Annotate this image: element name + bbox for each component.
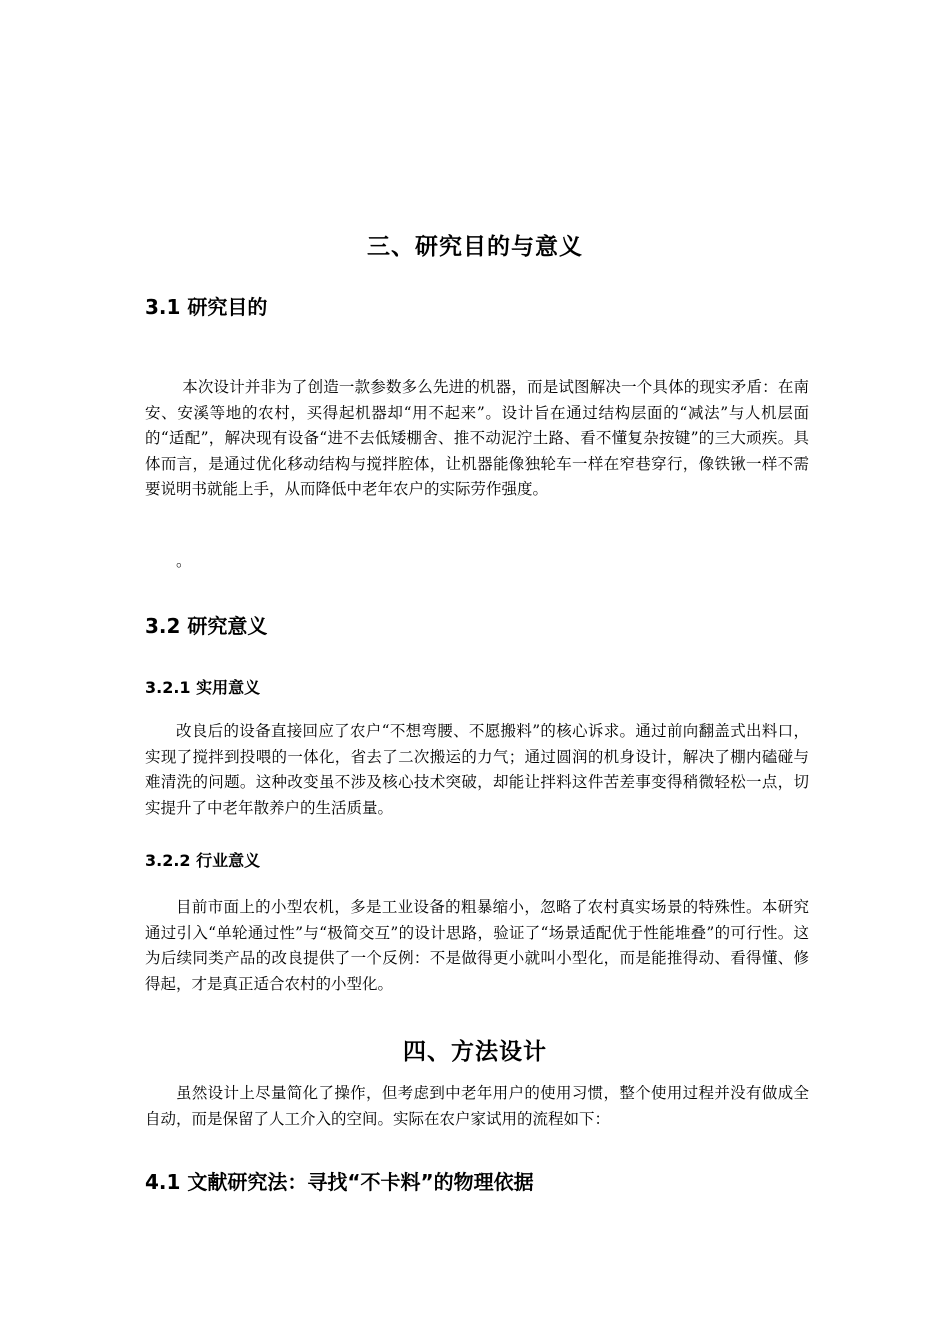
section-4-title: 四、方法设计 <box>403 1039 547 1065</box>
section-3-2-title: 3.2 研究意义 <box>145 614 268 638</box>
section-3-2-1-title: 3.2.1 实用意义 <box>145 678 261 697</box>
section-3-title: 三、研究目的与意义 <box>367 234 583 260</box>
section-3-1-title: 3.1 研究目的 <box>145 295 268 319</box>
section-3-1-paragraph: 本次设计并非为了创造一款参数多么先进的机器，而是试图解决一个具体的现实矛盾：在南安、安溪等地的农村，买得起机器却“用不起来”。设计旨在通过结构层面的“减法”与人机层面的“适配”，解决现有设备“进不去低矮棚舍、推不动泥泞土路、看不懂复杂按键”的三大顽疾。具体而言，是通过优化移动结构与搅拌腔体，让机器能像独轮车一样在窄巷穿行，像铁锹一样不需要说明书就能上手，从而降低中老年农户的实际劳作强度。 <box>145 378 809 498</box>
section-3-2-1-paragraph: 改良后的设备直接回应了农户“不想弯腰、不愿搬料”的核心诉求。通过前向翻盖式出料口，实现了搅拌到投喂的一体化，省去了二次搬运的力气；通过圆润的机身设计，解决了棚内磕碰与难清洗的问题。这种改变虽不涉及核心技术突破，却能让拌料这件苦差事变得稍微轻松一点，切实提升了中老年散养户的生活质量。 <box>145 722 809 817</box>
section-4-intro-paragraph: 虽然设计上尽量简化了操作，但考虑到中老年用户的使用习惯，整个使用过程并没有做成全自动，而是保留了人工介入的空间。实际在农户家试用的流程如下： <box>145 1084 809 1128</box>
section-3-2-2-title: 3.2.2 行业意义 <box>145 851 261 870</box>
section-3-1-body <box>145 375 809 503</box>
stray-period: 。 <box>176 552 192 570</box>
section-3-2-2-body <box>145 895 809 997</box>
section-4-intro <box>145 1081 809 1132</box>
section-3-2-1-body <box>145 719 809 821</box>
section-4-1-title: 4.1 文献研究法：寻找“不卡料”的物理依据 <box>145 1170 534 1194</box>
section-3-2-2-paragraph: 目前市面上的小型农机，多是工业设备的粗暴缩小，忽略了农村真实场景的特殊性。本研究通过引入“单轮通过性”与“极简交互”的设计思路，验证了“场景适配优于性能堆叠”的可行性。这为后续同类产品的改良提供了一个反例：不是做得更小就叫小型化，而是能推得动、看得懂、修得起，才是真正适合农村的小型化。 <box>145 898 809 993</box>
